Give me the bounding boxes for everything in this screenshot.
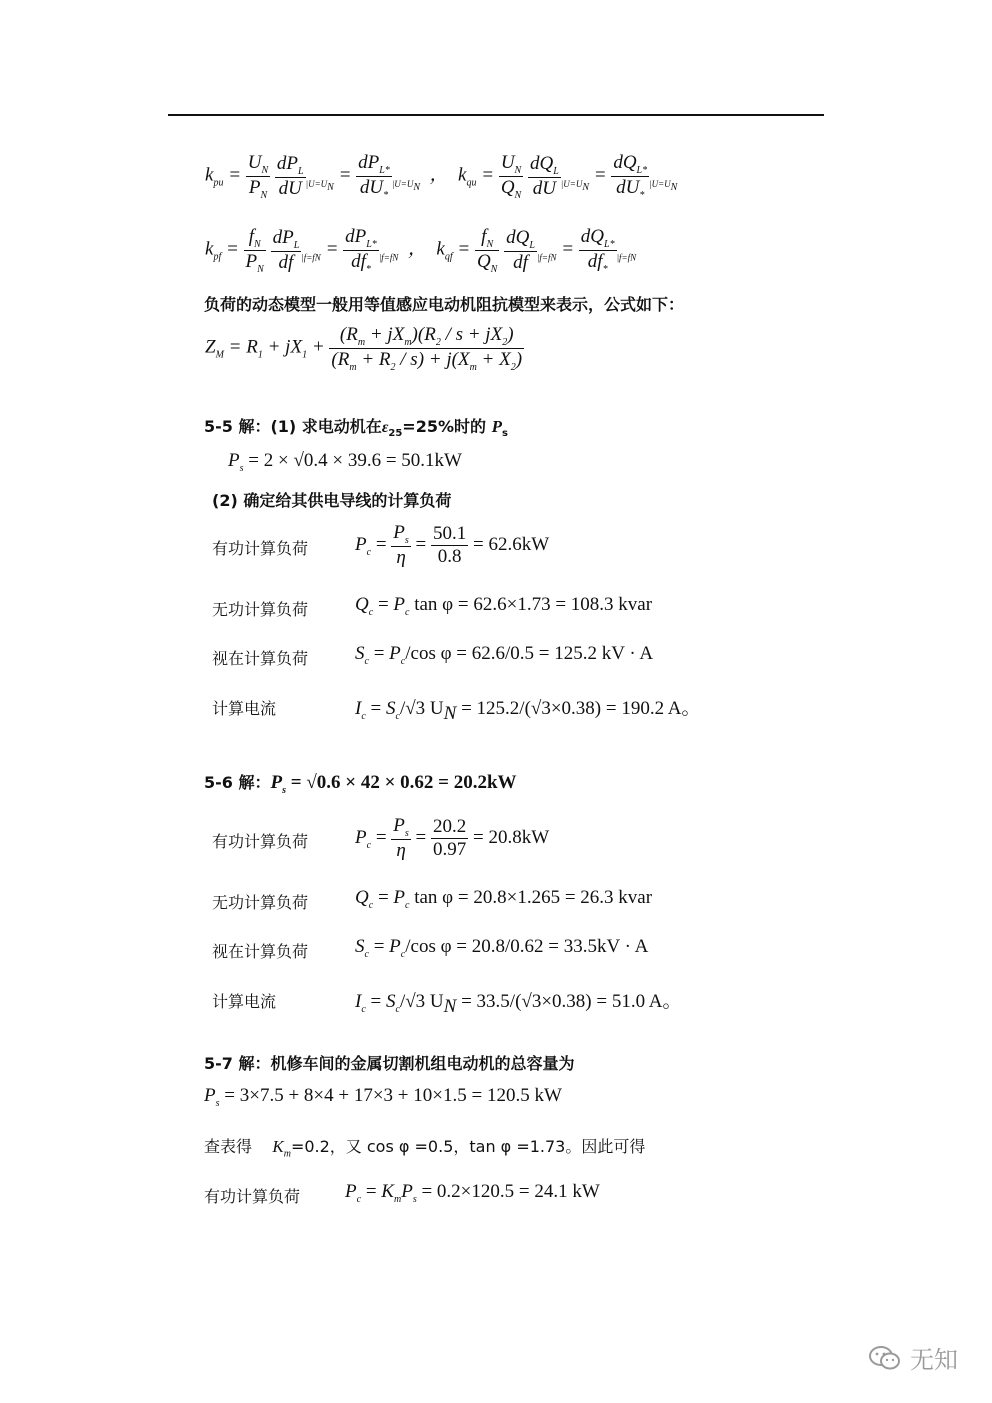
formula-kpu-kqu: $k_{pu}$ = $\frac{U_N}{P_N}$ $\frac{dP_L}{dU}$ $_{|U=U_N}$ = $\frac{dP_{L*}}{dU_*}$ $_{|U=U_N}$ ， $k_{qu}$ = $\frac{U_N}{Q_N}$ $\frac{dQ_L}{dU}$ $_{|U=U_N}$ = $\frac{dQ_{L*}}{dU_*}$ $_{|U=U_N}$ — [205, 152, 678, 201]
p56-current-equation: $I_c = S_c/√3$ $U_N = 33.5/(√3\times 0.38) = 51.0$ A。 — [355, 991, 682, 1017]
p56-reactive-equation: $Q_c = P_c$ tan φ = 20.8×1.265 = 26.3 kvar — [355, 887, 653, 911]
p56-active-equation: $P_c$ = $\frac{P_s}{\eta}$ = $\frac{20.2}{0.97}$ = 20.8kW — [355, 815, 550, 861]
header-rule — [168, 114, 824, 116]
p56-current-label: 计算电流 — [212, 992, 277, 1011]
p56-heading: 5-6 解：$P_s = √0.6 \times 42 \times 0.62 = 20.2kW$ — [204, 772, 517, 796]
p55-heading: 5-5 解：(1) 求电动机在$\varepsilon_{25}=25\%$时的 $P_s$ — [204, 417, 508, 440]
p56-active-label: 有功计算负荷 — [212, 832, 309, 851]
p55-reactive-equation: $Q_c = P_c$ tan φ = 62.6×1.73 = 108.3 kvar — [355, 594, 653, 618]
wechat-icon — [868, 1345, 902, 1371]
p56-reactive-label: 无功计算负荷 — [212, 893, 309, 912]
p57-ps-equation: $P_s = 3\times 7.5 + 8\times 4 + 17\times 3 + 10\times 1.5 = 120.5$ kW — [204, 1085, 562, 1109]
p55-apparent-label: 视在计算负荷 — [212, 649, 309, 668]
p57-active-equation: $P_c = K_mP_s = 0.2\times 120.5 = 24.1$ kW — [345, 1181, 600, 1205]
dynamic-model-text: 负荷的动态模型一般用等值感应电动机阻抗模型来表示，公式如下： — [204, 295, 685, 314]
formula-zm: $Z_M = R_1 + jX_1$ + $\frac{(R_m + jX_m)(R_2 / s + jX_2)}{(R_m + R_2 / s) + j(X_m + X_2)}$ — [205, 324, 523, 373]
p57-active-label: 有功计算负荷 — [204, 1187, 301, 1206]
watermark — [868, 1340, 958, 1375]
p55-active-equation: $P_c$ = $\frac{P_s}{\eta}$ = $\frac{50.1}{0.8}$ = 62.6kW — [355, 522, 550, 568]
p55-reactive-label: 无功计算负荷 — [212, 600, 309, 619]
p55-step2: (2) 确定给其供电导线的计算负荷 — [212, 491, 452, 510]
p56-apparent-equation: $S_c = P_c/\cos$ φ = 20.8/0.62 = 33.5kV · A — [355, 936, 649, 960]
p56-apparent-label: 视在计算负荷 — [212, 942, 309, 961]
formula-kpf-kqf: $k_{pf}$ = $\frac{f_N}{P_N}$ $\frac{dP_L}{df}$ $_{|f=fN}$ = $\frac{dP_{L*}}{df_*}$ $_{|f=fN}$ ， $k_{qf}$ = $\frac{f_N}{Q_N}$ $\frac{dQ_L}{df}$ $_{|f=fN}$ = $\frac{dQ_{L*}}{df_*}$ $_{|f=fN}$ — [205, 226, 637, 275]
p57-heading: 5-7 解：机修车间的金属切割机组电动机的总容量为 — [204, 1054, 575, 1073]
p57-lookup: 查表得 $K_m=0.2$，又 cos φ =0.5，tan φ =1.73。因此可得 — [204, 1137, 646, 1160]
p55-ps-equation: $P_s = 2 \times √0.4 \times 39.6 = 50.1kW$ — [228, 450, 462, 474]
watermark-text: 无知 — [910, 1346, 958, 1374]
p55-active-label: 有功计算负荷 — [212, 539, 309, 558]
p55-current-label: 计算电流 — [212, 699, 277, 718]
p55-current-equation: $I_c = S_c/√3$ $U_N = 125.2/(√3\times 0.38) = 190.2$ A。 — [355, 698, 701, 724]
p55-apparent-equation: $S_c = P_c/\cos$ φ = 62.6/0.5 = 125.2 kV · A — [355, 643, 654, 667]
